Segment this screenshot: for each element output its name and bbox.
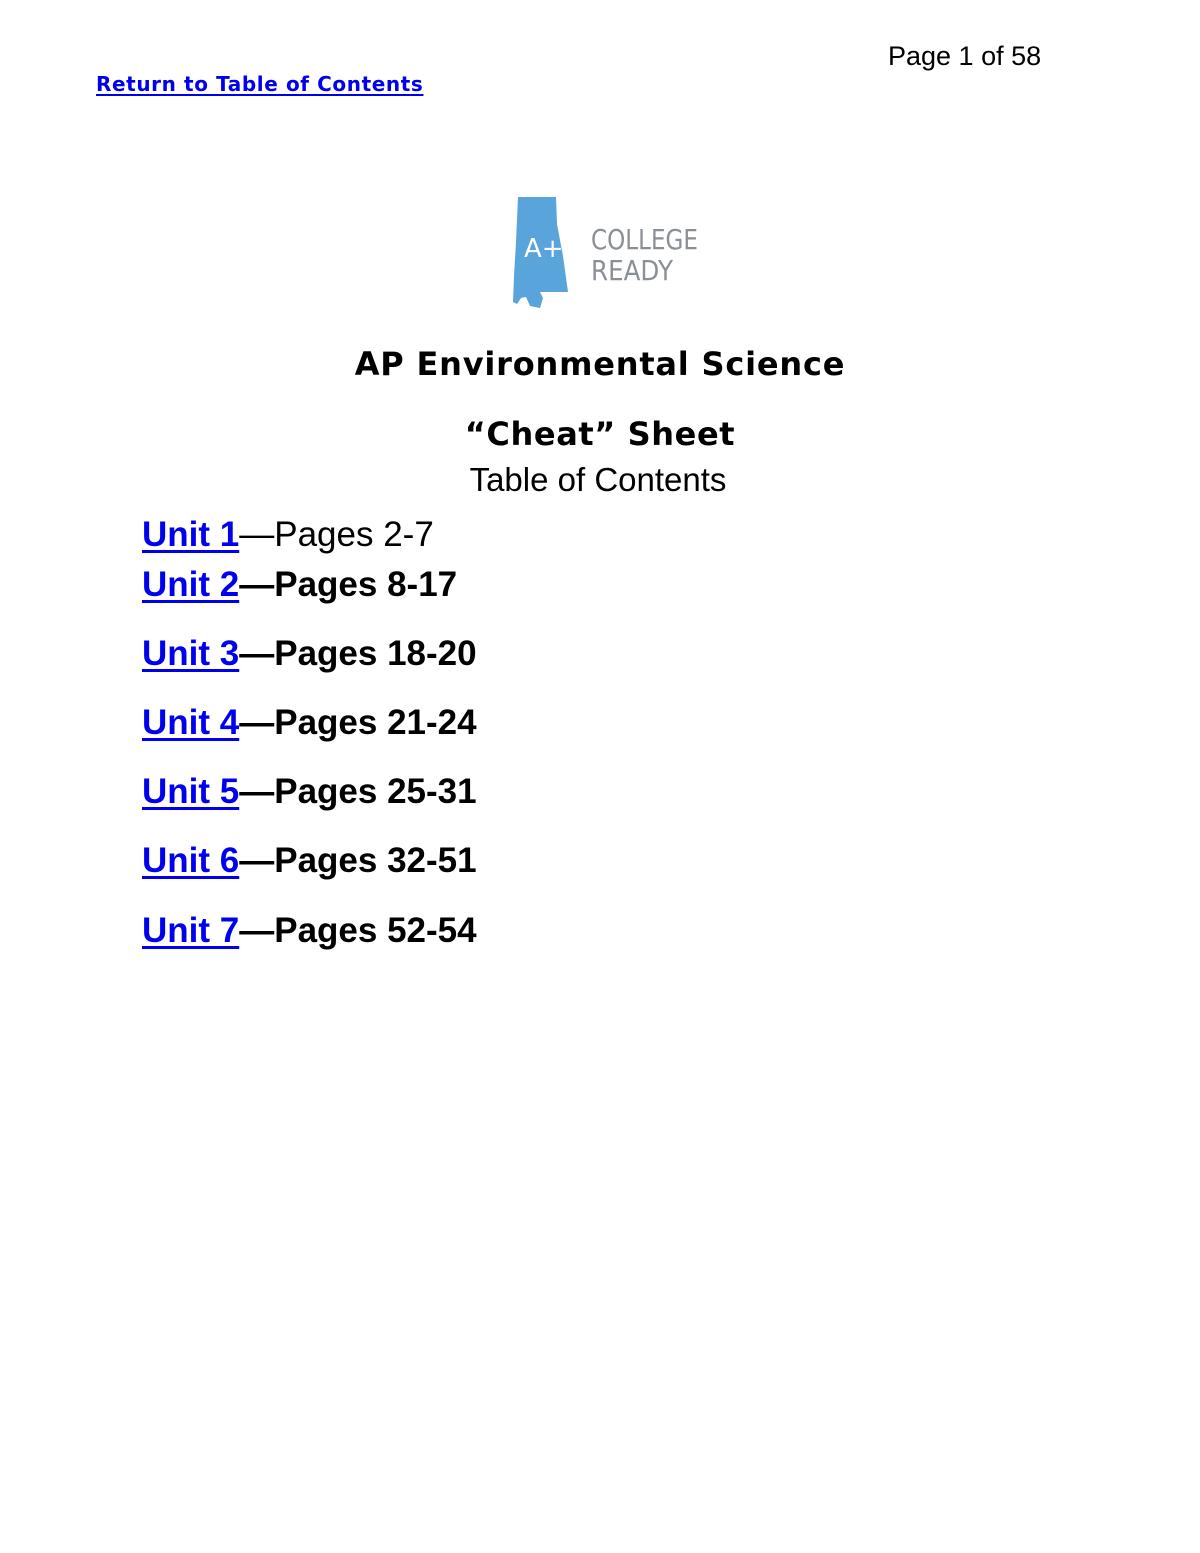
toc-separator: — (239, 703, 275, 742)
toc-entry-unit-4 (142, 702, 477, 744)
unit-1-pages: Pages 2-7 (274, 515, 434, 554)
alabama-state-icon (510, 194, 705, 314)
toc-entry-unit-3 (142, 633, 477, 675)
page-number: Page 1 of 58 (888, 41, 1042, 71)
document-subtitle: “Cheat” Sheet (464, 415, 736, 453)
toc-separator: — (239, 634, 275, 673)
unit-2-link[interactable]: Unit 2 (142, 565, 240, 604)
college-ready-logo (510, 194, 705, 314)
toc-separator: — (239, 841, 275, 880)
document-title: AP Environmental Science (354, 345, 846, 383)
toc-entry-unit-1 (142, 514, 434, 556)
toc-separator: — (239, 565, 275, 604)
unit-4-pages: Pages 21-24 (274, 703, 477, 742)
badge-text: A+ (524, 234, 564, 264)
unit-7-pages: Pages 52-54 (274, 911, 477, 950)
unit-3-link[interactable]: Unit 3 (142, 634, 240, 673)
unit-5-pages: Pages 25-31 (274, 772, 477, 811)
unit-2-pages: Pages 8-17 (274, 565, 458, 604)
unit-6-link[interactable]: Unit 6 (142, 841, 240, 880)
return-to-toc-link[interactable]: Return to Table of Contents (96, 72, 424, 96)
toc-separator: — (239, 911, 275, 950)
toc-separator: — (239, 515, 275, 554)
toc-entry-unit-6 (142, 840, 477, 882)
unit-7-link[interactable]: Unit 7 (142, 911, 240, 950)
toc-heading: Table of Contents (469, 461, 727, 498)
toc-entry-unit-5 (142, 771, 477, 813)
unit-4-link[interactable]: Unit 4 (142, 703, 240, 742)
unit-1-link[interactable]: Unit 1 (142, 515, 240, 554)
toc-separator: — (239, 772, 275, 811)
unit-3-pages: Pages 18-20 (274, 634, 477, 673)
unit-6-pages: Pages 32-51 (274, 841, 477, 880)
logo-line2: READY (591, 254, 674, 287)
toc-entry-unit-7 (142, 910, 477, 952)
toc-entry-unit-2 (142, 564, 457, 606)
logo-line1: COLLEGE (591, 223, 698, 256)
unit-5-link[interactable]: Unit 5 (142, 772, 240, 811)
